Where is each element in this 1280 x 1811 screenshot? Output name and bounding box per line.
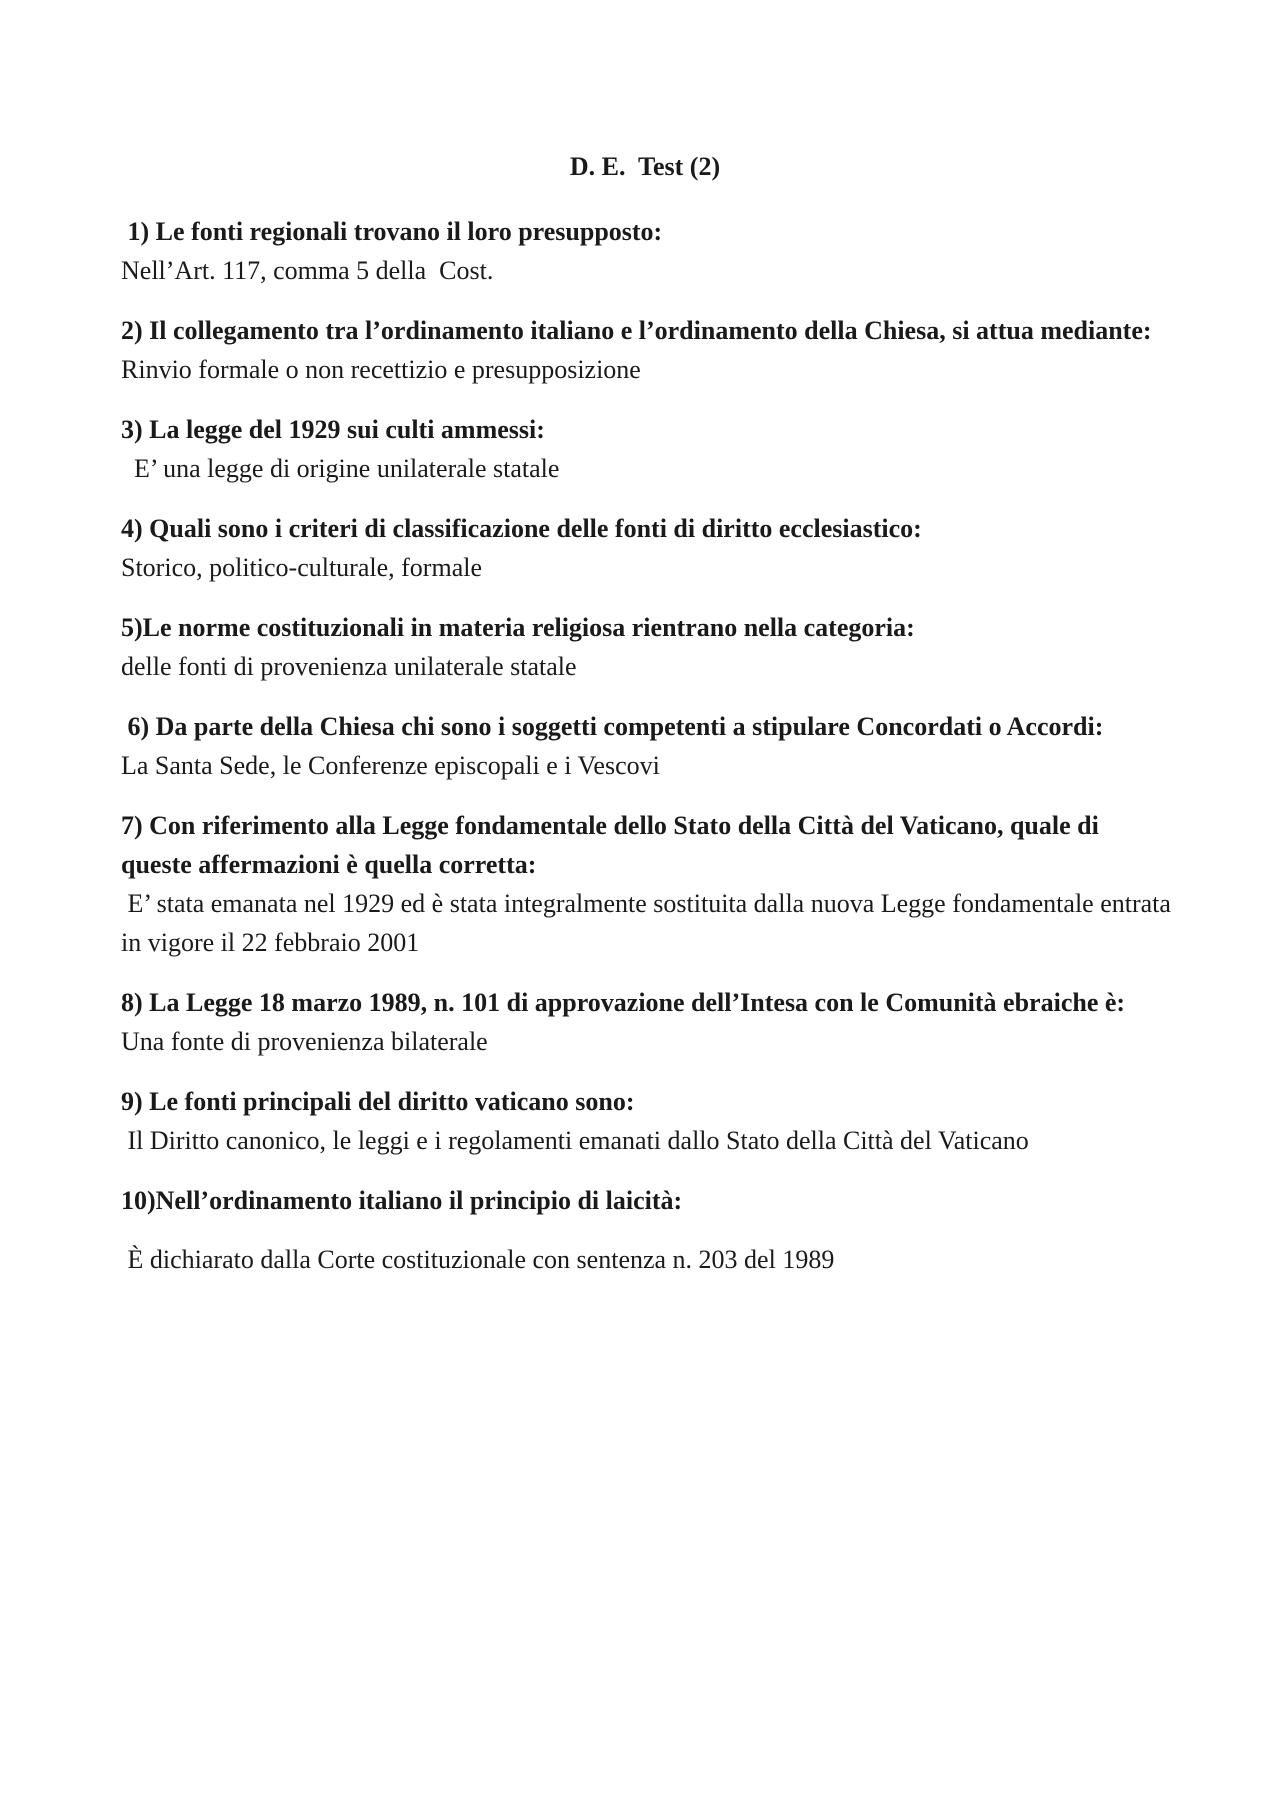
question-8: 8) La Legge 18 marzo 1989, n. 101 di approvazione dell’Intesa con le Comunità ebraiche è: [121, 988, 1126, 1017]
answer-2: Rinvio formale o non recettizio e presupposizione [121, 355, 641, 384]
question-6: 6) Da parte della Chiesa chi sono i soggetti competenti a stipulare Concordati o Accordi: [121, 712, 1104, 741]
document-title: D. E. Test (2) [569, 152, 721, 181]
qa-item-6 [121, 707, 1171, 785]
answer-4: Storico, politico-culturale, formale [121, 553, 482, 582]
answer-1: Nell’Art. 117, comma 5 della Cost. [121, 256, 494, 285]
question-9: 9) Le fonti principali del diritto vaticano sono: [121, 1087, 635, 1116]
qa-item-1 [121, 212, 1171, 290]
qa-item-3 [121, 410, 1171, 488]
answer-8: Una fonte di provenienza bilaterale [121, 1027, 488, 1056]
answer-3: E’ una legge di origine unilaterale statale [121, 454, 560, 483]
qa-item-7 [121, 806, 1178, 962]
question-10: 10)Nell’ordinamento italiano il principio di laicità: [121, 1186, 683, 1215]
qa-item-8 [121, 983, 1171, 1061]
answer-7: E’ stata emanata nel 1929 ed è stata integralmente sostituita dalla nuova Legge fondamentale entrata in vigore il 22 febbraio 2001 [121, 889, 1178, 957]
question-list [121, 212, 1178, 1279]
question-3: 3) La legge del 1929 sui culti ammessi: [121, 415, 545, 444]
answer-5: delle fonti di provenienza unilaterale statale [121, 652, 577, 681]
qa-item-9 [121, 1082, 1171, 1160]
qa-item-5 [121, 608, 1171, 686]
qa-item-4 [121, 509, 1171, 587]
answer-9: Il Diritto canonico, le leggi e i regolamenti emanati dallo Stato della Città del Vaticano [121, 1126, 1029, 1155]
qa-item-10 [121, 1181, 1171, 1279]
question-4: 4) Quali sono i criteri di classificazione delle fonti di diritto ecclesiastico: [121, 514, 922, 543]
question-2: 2) Il collegamento tra l’ordinamento italiano e l’ordinamento della Chiesa, si attua mediante: [121, 316, 1152, 345]
answer-10: È dichiarato dalla Corte costituzionale con sentenza n. 203 del 1989 [121, 1245, 835, 1274]
answer-6: La Santa Sede, le Conferenze episcopali e i Vescovi [121, 751, 660, 780]
qa-item-2 [121, 311, 1171, 389]
question-1: 1) Le fonti regionali trovano il loro presupposto: [121, 217, 663, 246]
question-5: 5)Le norme costituzionali in materia religiosa rientrano nella categoria: [121, 613, 915, 642]
question-7: 7) Con riferimento alla Legge fondamentale dello Stato della Città del Vaticano, quale di queste affermazioni è quella corretta: [121, 811, 1106, 879]
